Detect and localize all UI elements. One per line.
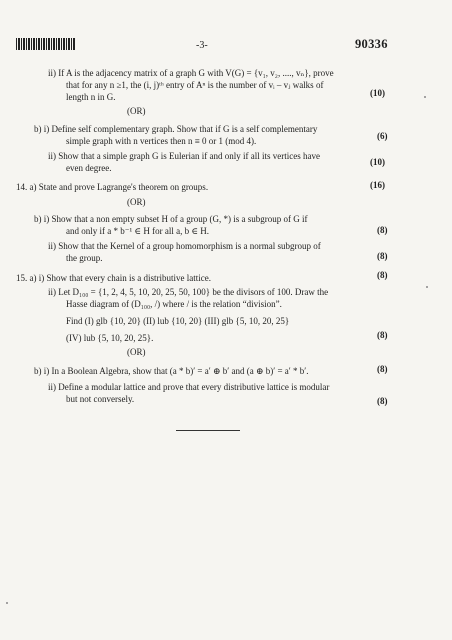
question-line: Hasse diagram of (D₁₀₀, /) where / is the relation “division”. [66,299,282,309]
scan-speck [6,602,8,604]
question-line: simple graph with n vertices then n ≡ 0 or 1 (mod 4). [66,136,257,146]
question-line: even degree. [66,163,112,173]
question-line: ii) Show that the Kernel of a group homomorphism is a normal subgroup of [48,241,321,251]
marks-label: (8) [377,270,388,280]
marks-label: (10) [370,88,385,98]
question-line: (IV) lub {5, 10, 20, 25}. [66,333,154,343]
page-number: -3- [196,40,208,51]
question-line: length n in G. [66,92,116,102]
or-separator: (OR) [127,197,146,207]
question-line: Find (I) glb {10, 20} (II) lub {10, 20} (III) glb {5, 10, 20, 25} [66,316,290,326]
question-line: that for any n ≥1, the (i, j)ᵗʰ entry of Aⁿ is the number of vᵢ – vⱼ walks of [66,80,324,90]
scan-speck [424,96,426,98]
marks-label: (8) [377,364,388,374]
question-line: but not conversely. [66,394,135,404]
marks-label: (8) [377,330,388,340]
question-line: 15. a) i) Show that every chain is a distributive lattice. [16,273,211,283]
end-rule [176,430,240,431]
marks-label: (6) [377,131,388,141]
marks-label: (10) [370,157,385,167]
question-line: ii) Define a modular lattice and prove that every distributive lattice is modular [48,382,330,392]
question-line: ii) Let D₁₀₀ = {1, 2, 4, 5, 10, 20, 25, 50, 100} be the divisors of 100. Draw the [48,287,329,297]
question-line: the group. [66,253,103,263]
question-line: b) i) Define self complementary graph. Show that if G is a self complementary [34,124,318,134]
marks-label: (8) [377,396,388,406]
marks-label: (8) [377,225,388,235]
question-line: 14. a) State and prove Lagrange's theorem on groups. [16,182,209,192]
or-separator: (OR) [127,347,146,357]
marks-label: (8) [377,251,388,261]
marks-label: (16) [370,180,385,190]
scan-speck [426,286,428,288]
question-line: ii) If A is the adjacency matrix of a graph G with V(G) = {v₁, v₂, ...., vₙ}, prove [48,68,334,78]
question-line: b) i) Show that a non empty subset H of a group (G, *) is a subgroup of G if [34,214,308,224]
or-separator: (OR) [127,106,146,116]
paper-code: 90336 [355,37,388,51]
question-line: ii) Show that a simple graph G is Eulerian if and only if all its vertices have [48,151,320,161]
barcode [16,38,76,50]
question-line: and only if a * b⁻¹ ∈ H for all a, b ∈ H. [66,226,209,236]
question-line: b) i) In a Boolean Algebra, show that (a * b)′ = a′ ⊕ b′ and (a ⊕ b)′ = a′ * b′. [34,366,309,376]
